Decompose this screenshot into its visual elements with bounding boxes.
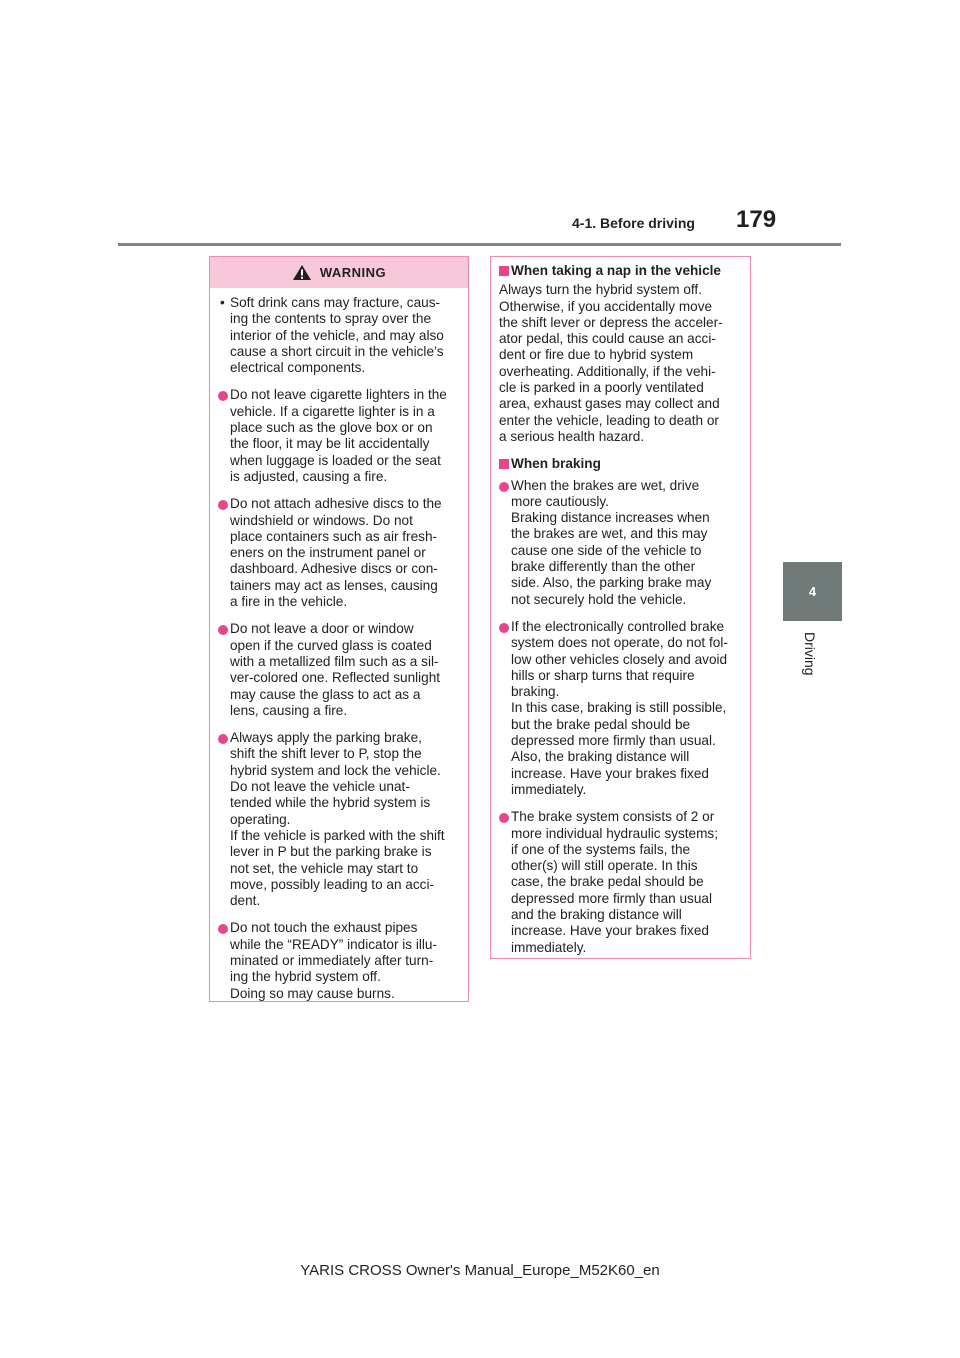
warning-triangle-icon: [292, 264, 312, 281]
info-content: [491, 257, 750, 956]
chapter-label-area: [782, 632, 842, 692]
square-bullet-icon: [499, 266, 509, 276]
braking-item-text: If the electronically controlled brake system does not operate, do not fol- low other vehicles closely and avoid hills or sharp turns that require braking. In this case, braking is still possible, but the brake pedal should be depressed more firmly than usual. Also, the braking distance will increase. Have your brakes fixed immediately.: [511, 618, 728, 797]
nap-heading-text: When taking a nap in the vehicle: [511, 263, 721, 278]
chapter-tab: [783, 562, 842, 621]
braking-item-text: When the brakes are wet, drive more cautiously. Braking distance increases when the brakes are wet, and this may cause one side of the vehicle to brake differently than the other side. Also, the parking brake may not securely hold the vehicle.: [511, 477, 712, 607]
circle-bullet-icon: [499, 623, 509, 633]
info-box: [490, 256, 751, 959]
warning-item: [218, 621, 458, 719]
braking-heading: [499, 456, 744, 472]
braking-item: [499, 619, 744, 798]
circle-bullet-icon: [218, 924, 228, 934]
header-section-title: 4-1. Before driving: [572, 215, 695, 231]
braking-heading-text: When braking: [511, 456, 601, 472]
circle-bullet-icon: [218, 500, 228, 510]
chapter-number: 4: [808, 584, 817, 599]
braking-item: [499, 478, 744, 608]
warning-item: [218, 496, 458, 610]
nap-text: Always turn the hybrid system off. Otherwise, if you accidentally move the shift lever or depress the acceler- ator pedal, this could cause an acci- dent or fire due to hybrid system overheating. Additionally, if the vehi- cle is parked in a poorly ventilated area, exhaust gases may collect and enter the vehicle, leading to death or a serious health hazard.: [499, 282, 723, 444]
square-bullet-icon: [499, 459, 509, 469]
braking-item: [499, 809, 744, 956]
warning-item: [218, 730, 458, 909]
circle-bullet-icon: [499, 813, 509, 823]
braking-item-text: The brake system consists of 2 or more individual hydraulic systems; if one of the systems fails, the other(s) will still operate. In this case, the brake pedal should be depressed more firmly than usual and the braking distance will increase. Have your brakes fixed immediately.: [511, 809, 719, 955]
warning-content: [210, 288, 468, 1002]
warning-item-text: Always apply the parking brake, shift the shift lever to P, stop the hybrid system and lock the vehicle. Do not leave the vehicle unat- tended while the hybrid system is operating. If the vehicle is parked with the shift lever in P but the parking brake is not set, the vehicle may start to move, possibly leading to an acci- dent.: [230, 730, 445, 909]
chapter-label: Driving: [802, 632, 818, 676]
circle-bullet-icon: [218, 391, 228, 401]
warning-item-text: Do not attach adhesive discs to the windshield or windows. Do not place containers such as air fresh- eners on the instrument panel or dashboard. Adhesive discs or con- tainers may act as lenses, causing a fire in the vehicle.: [230, 496, 442, 610]
page-number: 179: [736, 206, 777, 233]
footer-text: YARIS CROSS Owner's Manual_Europe_M52K60_en: [300, 1262, 660, 1279]
warning-box: [209, 256, 469, 1002]
circle-bullet-icon: [499, 482, 509, 492]
warning-item-text: Do not leave cigarette lighters in the vehicle. If a cigarette lighter is in a place such as the glove box or on the floor, it may be lit accidentally when luggage is loaded or the seat is adjusted, causing a fire.: [230, 387, 447, 484]
circle-bullet-icon: [218, 734, 228, 744]
warning-item: [218, 387, 458, 485]
warning-title: WARNING: [319, 265, 387, 280]
circle-bullet-icon: [218, 625, 228, 635]
warning-item-text: Do not leave a door or window open if the curved glass is coated with a metallized film such as a sil- ver-colored one. Reflected sunlight may cause the glass to act as a lens, causing a fire.: [230, 621, 441, 718]
warning-item: [218, 295, 458, 376]
header-rule: [118, 243, 841, 246]
nap-heading: [499, 263, 744, 279]
warning-item-text: Do not touch the exhaust pipes while the “READY” indicator is illu- minated or immediately after turn- ing the hybrid system off. Doing so may cause burns.: [230, 920, 437, 1001]
warning-item-text: Soft drink cans may fracture, caus- ing the contents to spray over the interior of the vehicle, and may also cause a short circuit in the vehicle’s electrical components.: [230, 295, 444, 376]
dot-bullet: •: [220, 295, 225, 310]
warning-header: [210, 257, 468, 288]
warning-item: [218, 920, 458, 1001]
